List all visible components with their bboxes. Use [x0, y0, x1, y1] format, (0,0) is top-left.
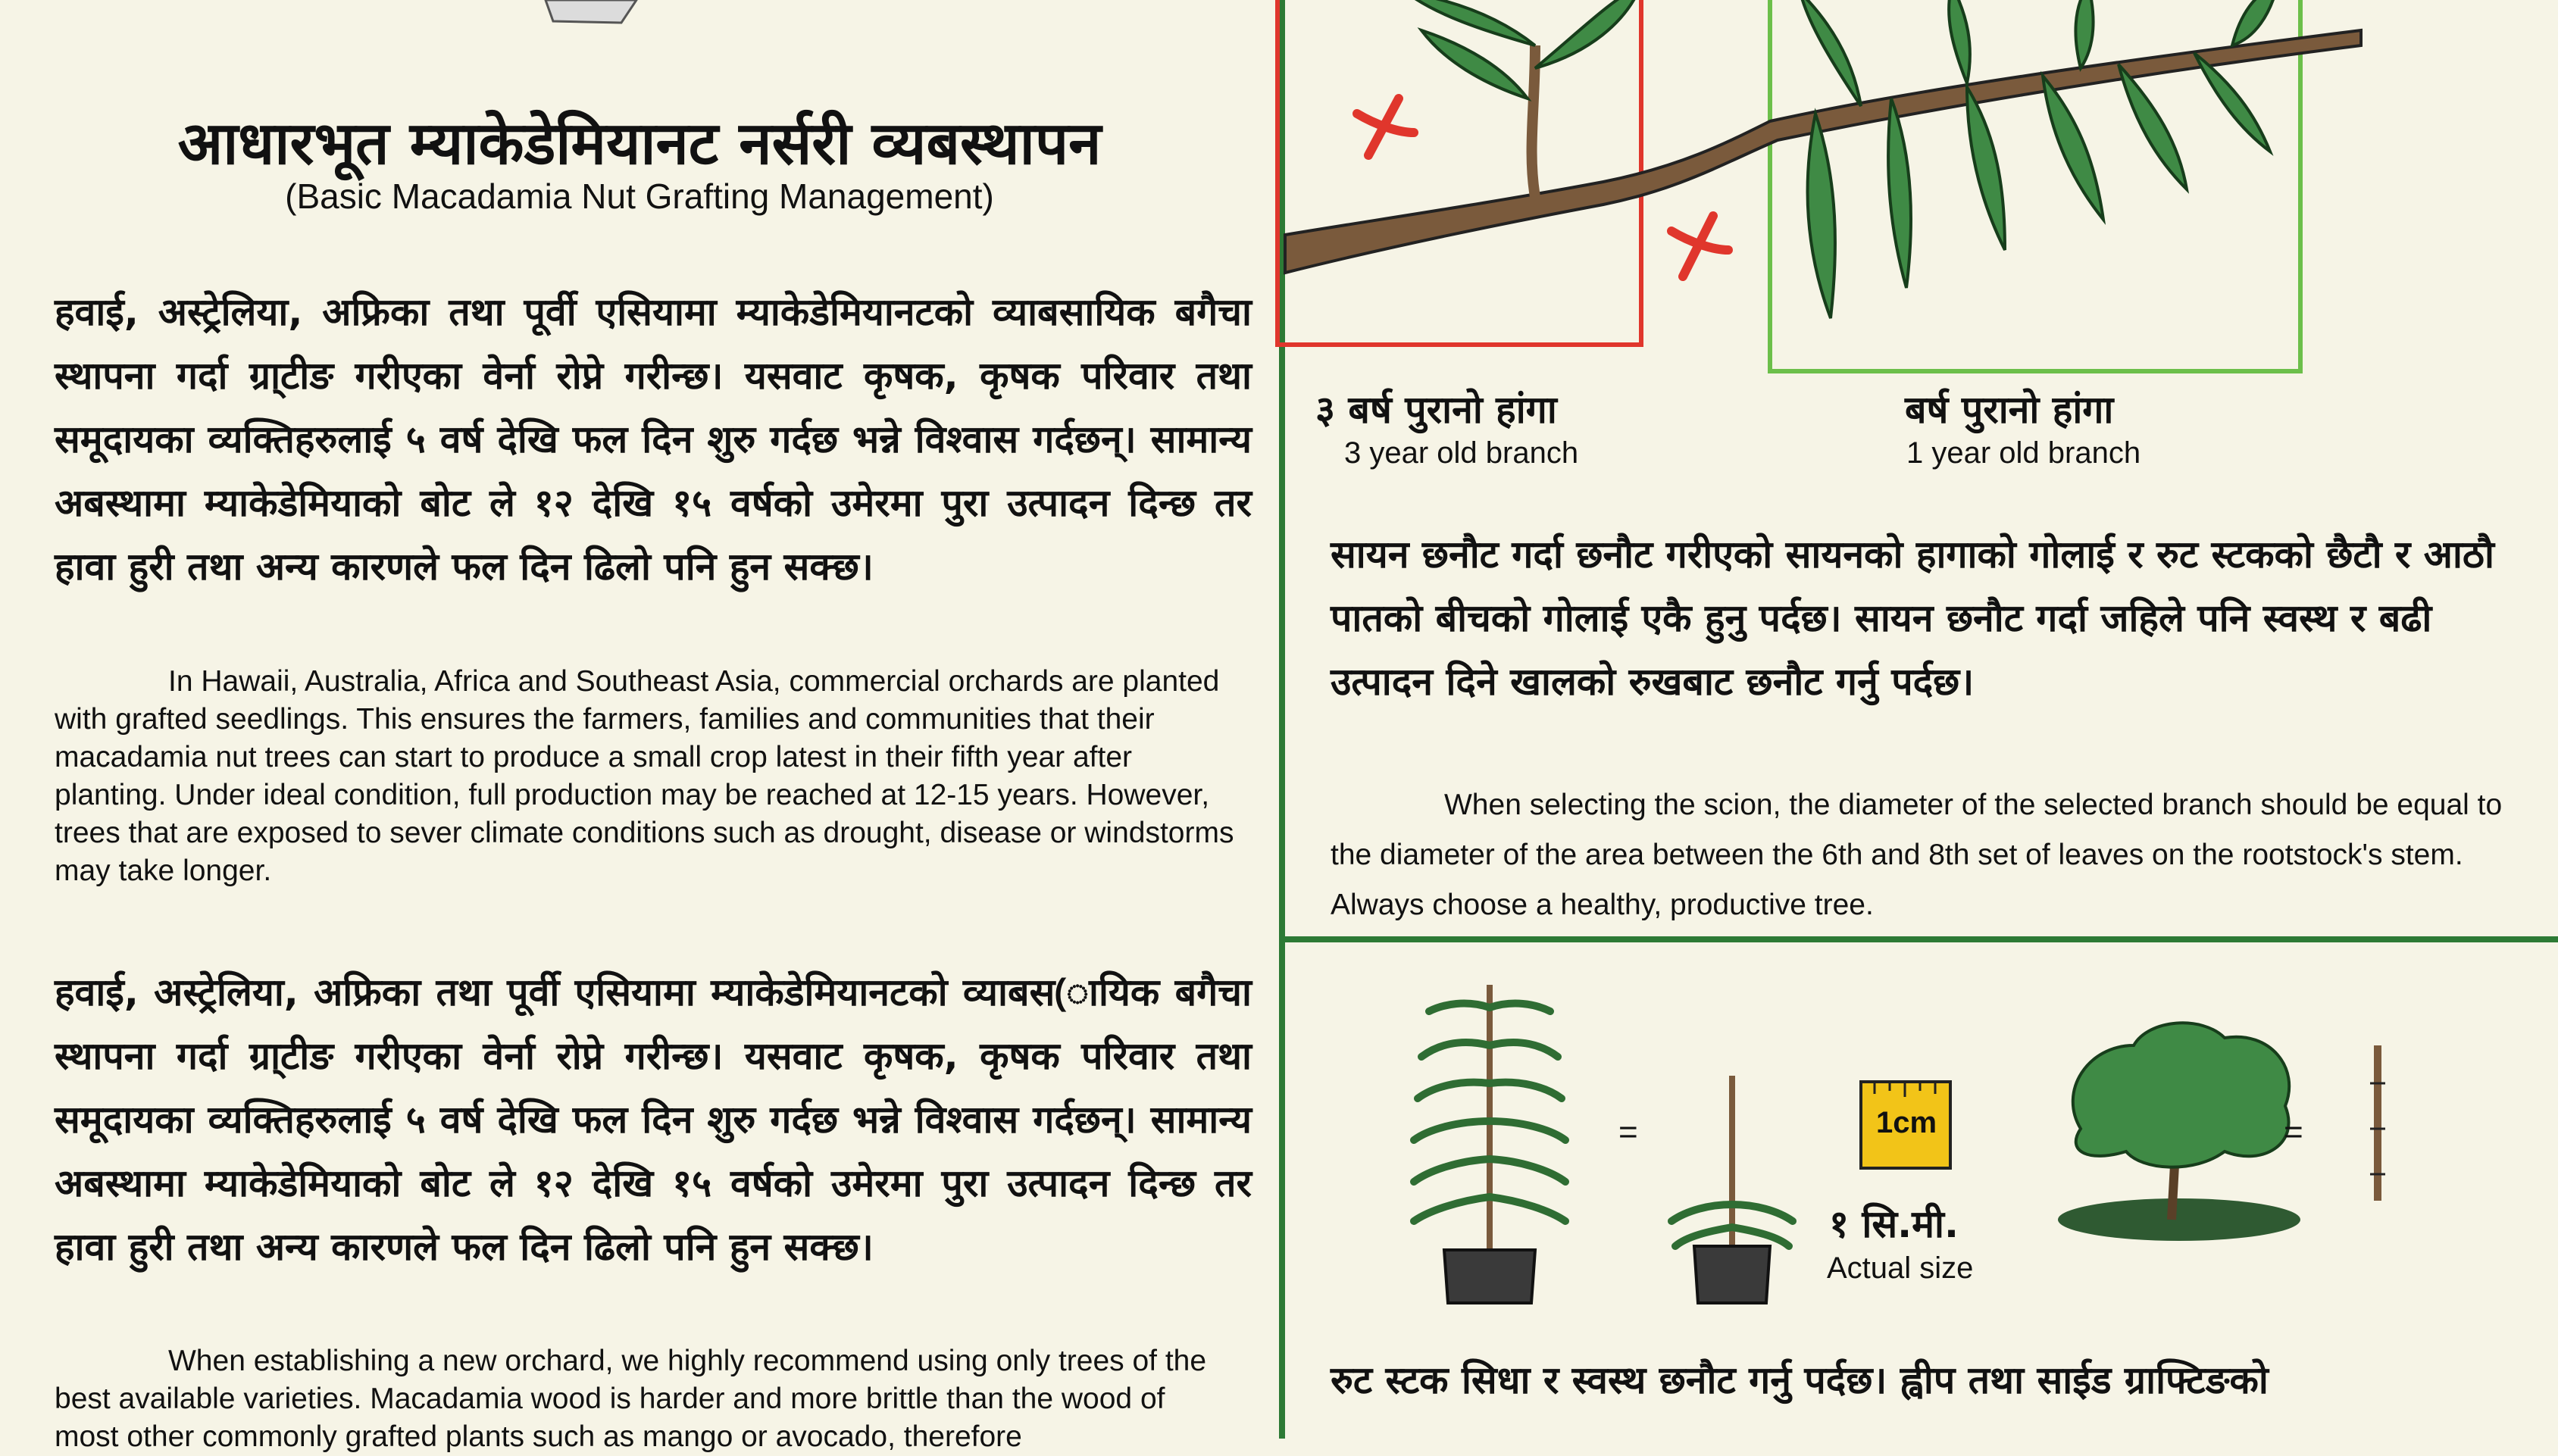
- scion-stick-icon: [2363, 1045, 2393, 1204]
- left-column: [0, 0, 1279, 1453]
- equals-sign: =: [1618, 1114, 1638, 1151]
- ruler-label: 1cm: [1875, 1106, 1937, 1139]
- cut-rootstock-icon: [1656, 1076, 1808, 1303]
- size-label-nepali: १ सि.मी.: [1829, 1202, 1959, 1246]
- macadamia-tree-icon: [2050, 1015, 2308, 1242]
- scion-paragraph-english: When selecting the scion, the diameter of the selected branch should be equal to the diameter of the area between the 6th and 8th set of leaves on the rootstock's stem. Always choose a healthy, productive tree.: [1331, 789, 2503, 921]
- equals-sign: =: [2284, 1114, 2303, 1151]
- rootstock-tree-icon: [1399, 985, 1581, 1311]
- page-subtitle: (Basic Macadamia Nut Grafting Management): [285, 177, 994, 216]
- right-column: [1279, 0, 2558, 1439]
- intro-paragraph-english: In Hawaii, Australia, Africa and Southeast Asia, commercial orchards are planted with grafted seedlings. This ensures the farmers, families and communities that their macadamia nut trees can start to produce a small crop latest in their fifth year after planting. Under ideal condition, full production may be reached at 12-15 years. However, trees that are exposed to sever climate conditions such as drought, disease or windstorms may take longer.: [55, 665, 1234, 887]
- reject-x-icon: [1357, 98, 1414, 155]
- scion-paragraph-nepali: सायन छनौट गर्दा छनौट गरीएको सायनको हागाको गोलाई र रुट स्टकको छैटौ र आठौ पातको बीचको गोलाई एकै हुनु पर्दछ। सायन छनौट गर्दा जहिले पनि स्वस्थ र बढी उत्पादन दिने खालको रुखबाट छनौट गर्नु पर्दछ।: [1331, 533, 2494, 704]
- page-title: आधारभूत म्याकेडेमियानट नर्सरी व्यबस्थापन: [177, 110, 1102, 178]
- intro-paragraph-nepali: हवाई, अस्ट्रेलिया, अफ्रिका तथा पूर्वी एसियामा म्याकेडेमियानटको व्याबसायिक बगैचा स्थापना गर्दा ग्रा्टीङ गरीएका वेर्ना रोप्ने गरीन्छ। यसवाट कृषक, कृषक परिवार तथा समूदायका व्यक्तिहरुलाई ५ वर्ष देखि फल दिन शुरु गर्दछ भन्ने विश्वास गर्दछन्। सामान्य अबस्थामा म्याकेडेमियाको बोट ले १२ देखि १५ वर्षको उमेरमा पुरा उत्पादन दिन्छ तर हावा हुरी तथा अन्य कारणले फल दिन ढिलो पनि हुन सक्छ।: [55, 290, 1252, 589]
- old-branch-label-nepali: ३ बर्ष पुरानो हांगा: [1315, 388, 1557, 432]
- orchard-paragraph-nepali: हवाई, अस्ट्रेलिया, अफ्रिका तथा पूर्वी एसियामा म्याकेडेमियानटको व्याबस(ायिक बगैचा स्थापना गर्दा ग्रा्टीङ गरीएका वेर्ना रोप्ने गरीन्छ। यसवाट कृषक, कृषक परिवार तथा समूदायका व्यक्तिहरुलाई ५ वर्ष देखि फल दिन शुरु गर्दछ भन्ने विश्वास गर्दछन्। सामान्य अबस्थामा म्याकेडेमियाको बोट ले १२ देखि १५ वर्षको उमेरमा पुरा उत्पादन दिन्छ तर हावा हुरी तथा अन्य कारणले फल दिन ढिलो पनि हुन सक्छ।: [55, 970, 1252, 1269]
- orchard-paragraph-english: When establishing a new orchard, we highly recommend using only trees of the best available varieties. Macadamia wood is harder and more brittle than the wood of most other commonly grafted plants such as mango or avocado, therefore: [55, 1345, 1207, 1453]
- old-branch-label-english: 3 year old branch: [1344, 436, 1579, 470]
- new-branch-label-nepali: बर्ष पुरानो हांगा: [1905, 388, 2114, 432]
- reject-x-icon: [1671, 216, 1728, 277]
- new-branch-label-english: 1 year old branch: [1906, 436, 2141, 470]
- branch-illustration: [1285, 0, 2558, 379]
- size-label-english: Actual size: [1827, 1251, 1974, 1285]
- top-sketch-fragment: [546, 0, 667, 30]
- section-divider: [1285, 936, 2558, 942]
- rootstock-paragraph-nepali: रुट स्टक सिधा र स्वस्थ छनौट गर्नु पर्दछ। ह्वीप तथा साईड ग्राफ्टिङको: [1331, 1358, 2269, 1402]
